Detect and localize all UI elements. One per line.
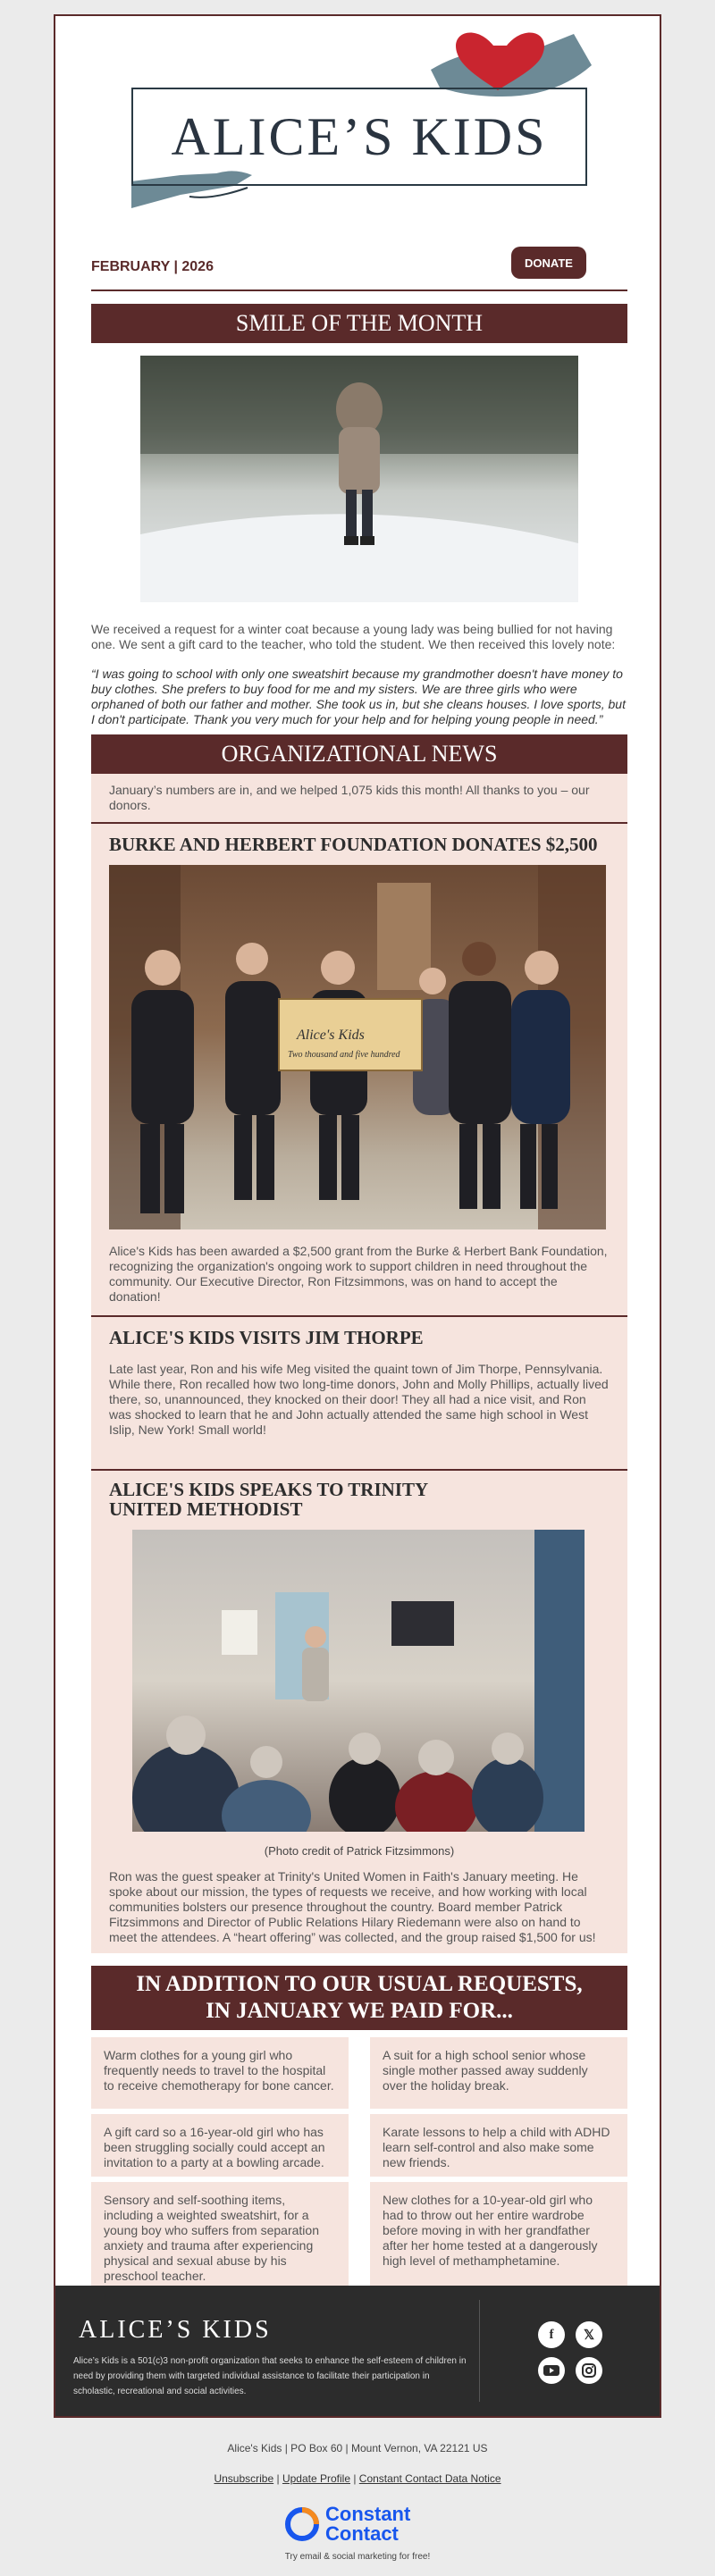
girl-in-snow-photo [140, 356, 578, 602]
facebook-icon[interactable]: f [538, 2321, 565, 2348]
request-item: Karate lessons to help a child with ADHD learn self-control and also make some new friends. [370, 2114, 627, 2177]
request-item: A suit for a high school senior whose single mother passed away suddenly over the holiday break. [370, 2037, 627, 2109]
check-amount-words: Two thousand and five hundred [288, 1050, 400, 1060]
request-item: Warm clothes for a young girl who frequently needs to travel to the hospital to receive chemotherapy for bone cancer. [91, 2037, 349, 2109]
logo [55, 16, 663, 231]
org-news-banner [91, 734, 627, 774]
trinity-section [91, 1471, 627, 1953]
cc-tagline: Try email & social marketing for free! [284, 2552, 431, 2562]
divider [91, 289, 627, 291]
footer-links: Unsubscribe | Update Profile | Constant Contact Data Notice [214, 2472, 501, 2485]
smile-quote: “I was going to school with only one sweatshirt because my grandmother doesn't have money to buy clothes. She prefers to buy food for me and my sisters. We are three girls who were orphaned of both our father and mother. She took us in, but she cleans houses. I love sports, but I don't participate. Thank you very much for your help and for helping young people in need.” [91, 667, 626, 726]
photo-credit: (Photo credit of Patrick Fitzsimmons) [264, 1844, 455, 1858]
update-profile-link[interactable]: Update Profile [282, 2472, 350, 2485]
unsubscribe-link[interactable]: Unsubscribe [214, 2472, 274, 2485]
footer-divider [479, 2300, 480, 2402]
footer-description: Alice’s Kids is a 501(c)3 non-profit organization that seeks to enhance the self-esteem of children in need by providing them with targeted individual assistance to facilitate their participation in scholastic, recreational and social activities. [73, 2356, 467, 2396]
constant-contact-mark-icon [284, 2506, 320, 2542]
footer-org-name: ALICE’S KIDS [79, 2316, 272, 2344]
donation-group-photo [109, 865, 606, 1229]
request-item: Sensory and self-soothing items, including a weighted sweatshirt, for a young boy who suffers from separation anxiety and trauma after experiencing physical and sexual abuse by his preschool teacher. [91, 2182, 349, 2286]
org-news-title: ORGANIZATIONAL NEWS [221, 741, 498, 767]
audience-photo [132, 1530, 585, 1832]
thorpe-body: Late last year, Ron and his wife Meg visited the quaint town of Jim Thorpe, Pennsylvania. While there, Ron recalled how two long-time donors, John and Molly Phillips, actually lived there, so, unannounced, they knocked on their door! They all had a nice visit, and Ron was shocked to learn that he and John actually attended the same high school in West Islip, New York! Small world! [109, 1362, 609, 1437]
trinity-meeting-photo [132, 1530, 585, 1832]
issue-date: FEBRUARY | 2026 [91, 259, 214, 274]
check-presentation-photo [109, 865, 606, 1229]
thorpe-section [91, 1317, 627, 1469]
check-payee: Alice's Kids [297, 1028, 365, 1043]
cc-name-1: Constant [325, 2503, 411, 2525]
x-icon[interactable]: 𝕏 [576, 2321, 602, 2348]
data-notice-link[interactable]: Constant Contact Data Notice [358, 2472, 501, 2485]
smile-title: SMILE OF THE MONTH [235, 310, 484, 336]
burke-section [91, 824, 627, 1315]
burke-body: Alice's Kids has been awarded a $2,500 grant from the Burke & Herbert Bank Foundation, recognizing the organization's ongoing work to support children in need throughout the community. Our Executive Director, Ron Fitzsimmons, was on hand to accept the donation! [109, 1244, 608, 1304]
footer [55, 2286, 660, 2416]
trinity-body: Ron was the guest speaker at Trinity's United Women in Faith's January meeting. He spoke about our mission, the types of requests we receive, and how working with local communities bolsters our presence throughout the country. Board member Patrick Fitzsimmons and Director of Public Relations Hilary Riedemann were also on hand to meet the attendees. A “heart offering” was collected, and the group raised $1,500 for us! [109, 1869, 596, 1944]
youtube-icon[interactable] [538, 2357, 565, 2384]
logo-text: ALICE’S KIDS [171, 106, 548, 166]
mailing-address: Alice's Kids | PO Box 60 | Mount Vernon, VA 22121 US [227, 2442, 488, 2454]
burke-title: BURKE AND HERBERT FOUNDATION DONATES $2,500 [109, 834, 598, 855]
smile-banner [91, 304, 627, 343]
thorpe-title: ALICE'S KIDS VISITS JIM THORPE [109, 1327, 424, 1348]
smile-body: We received a request for a winter coat because a young lady was being bullied for not having one. We sent a gift card to the teacher, who told the student. We then received this lovely note: [91, 622, 616, 651]
donate-button[interactable]: DONATE [511, 247, 586, 279]
cc-name-2: Contact [325, 2522, 399, 2545]
request-item: New clothes for a 10-year-old girl who had to throw out her entire wardrobe before moving in with her grandfather after her home tested at a dangerously high level of methamphetamine. [370, 2182, 627, 2286]
usual-banner [91, 1966, 627, 2030]
instagram-icon[interactable] [576, 2357, 602, 2384]
trinity-title: ALICE'S KIDS SPEAKS TO TRINITY UNITED METHODIST [109, 1479, 428, 1520]
usual-title-line1: IN ADDITION TO OUR USUAL REQUESTS, [136, 1972, 583, 1996]
newsletter-card [54, 14, 661, 2418]
logo-frame [131, 88, 587, 186]
constant-contact-logo[interactable] [284, 2502, 445, 2547]
request-item: A gift card so a 16-year-old girl who has been struggling socially could accept an invitation to a party at a bowling arcade. [91, 2114, 349, 2177]
snow-photo [140, 356, 578, 602]
org-news-intro: January’s numbers are in, and we helped 1,075 kids this month! All thanks to you – our donors. [109, 783, 590, 812]
usual-title-line2: IN JANUARY WE PAID FOR... [206, 1999, 513, 2023]
org-news-intro-box [91, 774, 627, 822]
